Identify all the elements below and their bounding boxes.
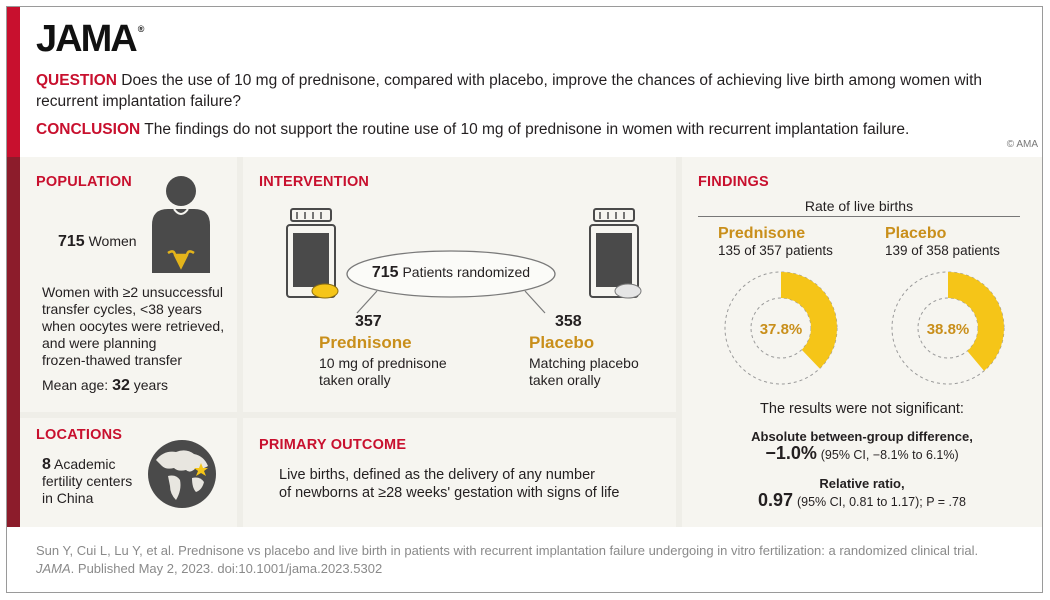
prednisone-arm-count: 357 <box>355 313 382 330</box>
placebo-arm-desc: Matching placebo taken orally <box>529 355 639 388</box>
conclusion-label: CONCLUSION <box>36 121 141 138</box>
population-count: 715 Women <box>58 233 137 250</box>
findings-title: FINDINGS <box>698 174 769 190</box>
rel-ratio-value: 0.97 (95% CI, 0.81 to 1.17); P = .78 <box>758 490 966 510</box>
question-label: QUESTION <box>36 72 117 89</box>
donut-placebo <box>892 272 1004 384</box>
rel-ratio-label: Relative ratio, <box>819 476 905 491</box>
prednisone-result-name: Prednisone <box>718 225 806 242</box>
copyright: © AMA <box>1006 139 1038 150</box>
findings-subtitle: Rate of live births <box>804 198 914 214</box>
findings-panel <box>682 157 1042 527</box>
locations-text: 8 Academic fertility centers in China <box>42 456 133 506</box>
jama-logo: JAMA ® <box>36 18 145 60</box>
locations-title: LOCATIONS <box>36 427 123 443</box>
abs-diff-value: −1.0% (95% CI, −8.1% to 6.1%) <box>765 443 959 463</box>
prednisone-arm-name: Prednisone <box>319 333 412 352</box>
question <box>36 70 986 112</box>
conclusion-text: The findings do not support the routine use of 10 mg of prednisone in women with recurrent implantation failure. <box>144 121 910 138</box>
primary-outcome-title: PRIMARY OUTCOME <box>259 437 407 453</box>
donut-label-prednisone: 37.8% <box>759 321 803 338</box>
person-icon <box>150 173 212 273</box>
placebo-arm-name: Placebo <box>529 333 595 352</box>
citation-line-1: Sun Y, Cui L, Lu Y, et al. Prednisone vs placebo and live birth in patients with recurrent implantation failure undergoing in vitro fertilization: a randomized clinical trial. <box>36 543 979 558</box>
randomization-diagram <box>243 247 676 347</box>
placebo-arm-count: 358 <box>555 313 582 330</box>
randomized-label: 715 Patients randomized <box>371 264 531 281</box>
globe-icon <box>146 438 218 510</box>
population-title: POPULATION <box>36 174 132 190</box>
donut-prednisone <box>725 272 837 384</box>
prednisone-arm-desc: 10 mg of prednisone taken orally <box>319 355 447 388</box>
mean-age: Mean age: 32 years <box>42 377 168 394</box>
conclusion <box>36 121 1026 139</box>
intervention-panel <box>243 157 676 412</box>
intervention-title: INTERVENTION <box>259 174 370 190</box>
not-significant: The results were not significant: <box>760 401 964 417</box>
prednisone-result-detail: 135 of 357 patients <box>718 243 833 258</box>
primary-outcome-panel <box>243 418 676 527</box>
accent-stripe-bottom <box>7 157 20 527</box>
donut-label-placebo: 38.8% <box>926 321 970 338</box>
citation-line-2: JAMA. Published May 2, 2023. doi:10.1001/jama.2023.5302 <box>36 561 383 576</box>
accent-stripe-top <box>7 7 20 157</box>
locations-panel <box>20 418 237 527</box>
citation <box>36 542 978 578</box>
abs-diff-label: Absolute between-group difference, <box>751 429 973 444</box>
content-grid <box>20 157 1042 527</box>
placebo-result-detail: 139 of 358 patients <box>885 243 1000 258</box>
placebo-result-name: Placebo <box>885 225 947 242</box>
question-text: Does the use of 10 mg of prednisone, compared with placebo, improve the chances of achieving live birth among women with recurrent implantation failure? <box>36 72 982 110</box>
population-panel <box>20 157 237 412</box>
primary-outcome-text: Live births, defined as the delivery of any number of newborns at ≥28 weeks' gestation with signs of life <box>279 467 620 501</box>
findings-subtitle-rule <box>698 216 1020 217</box>
population-description: Women with ≥2 unsuccessful transfer cycles, <38 years when oocytes were retrieved, and were planning frozen-thawed transfer <box>42 284 225 368</box>
live-birth-donuts <box>682 265 1042 395</box>
